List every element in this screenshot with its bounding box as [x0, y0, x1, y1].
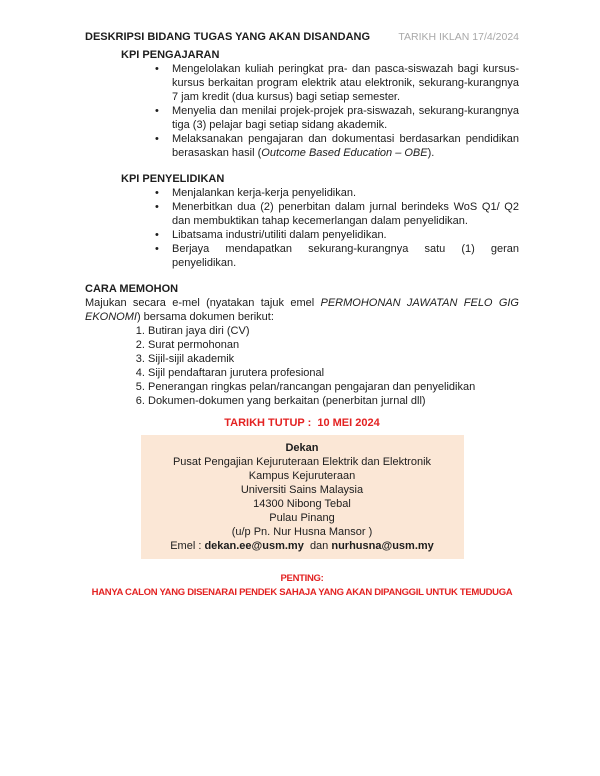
bullet-item	[172, 62, 519, 104]
document-content	[85, 30, 523, 600]
text-segment: Penerangan ringkas pelan/rancangan pengajaran dan penyelidikan	[148, 381, 476, 393]
address-line	[145, 455, 460, 469]
apply-intro-paragraph	[85, 296, 523, 324]
text-segment: Libatsama industri/utiliti dalam penyelidikan.	[172, 229, 387, 241]
text-segment: nurhusna@usm.my	[331, 540, 434, 552]
bullet-item	[172, 132, 519, 160]
document-item	[148, 352, 519, 366]
bullet-item	[172, 242, 519, 270]
address-line	[145, 511, 460, 525]
kpi-penyelidikan-bullet-list	[85, 186, 519, 270]
required-documents-list	[85, 324, 519, 408]
address-line	[145, 525, 460, 539]
document-header	[85, 30, 519, 44]
text-segment: Berjaya mendapatkan sekurang-kurangnya satu (1) geran penyelidikan.	[172, 243, 519, 269]
document-item	[148, 366, 519, 380]
important-notice-label: PENTING:	[280, 573, 324, 584]
section-kpi-pengajaran	[85, 48, 519, 160]
text-segment: Kampus Kejuruteraan	[248, 470, 356, 482]
text-segment: Dekan	[285, 442, 319, 454]
text-segment: Butiran jaya diri (CV)	[148, 325, 250, 337]
address-line	[145, 497, 460, 511]
text-segment: Menerbitkan dua (2) penerbitan dalam jurnal berindeks WoS Q1/ Q2 dan membuktikan tahap kecemerlangan dalam penyelidikan.	[172, 201, 519, 227]
text-segment: Pusat Pengajian Kejuruteraan Elektrik dan Elektronik	[172, 456, 432, 468]
text-segment: Mengelolakan kuliah peringkat pra- dan pasca-siswazah bagi kursus-kursus berkaitan program elektrik atau elektronik, sekurang-kurangnya 7 jam kredit (dua kursus) bagi setiap semester.	[172, 63, 519, 103]
document-item	[148, 380, 519, 394]
text-segment: ) bersama dokumen berikut:	[136, 311, 274, 323]
text-segment: Sijil-sijil akademik	[148, 353, 235, 365]
bullet-item	[172, 186, 519, 200]
text-segment: Menyelia dan menilai projek-projek pra-siswazah, sekurang-kurangnya tiga (3) pelajar bagi setiap sidang akademik.	[172, 105, 519, 131]
text-segment: 14300 Nibong Tebal	[253, 498, 351, 510]
kpi-penyelidikan-heading: KPI PENYELIDIKAN	[121, 173, 225, 185]
important-notice	[45, 572, 559, 600]
page-title: DESKRIPSI BIDANG TUGAS YANG AKAN DISANDANG	[85, 31, 371, 43]
address-box	[141, 435, 464, 559]
text-segment: dekan.ee@usm.my	[204, 540, 304, 552]
text-segment: Majukan secara e-mel (nyatakan tajuk emel	[85, 297, 321, 309]
advert-date-watermark: TARIKH IKLAN 17/4/2024	[398, 31, 519, 43]
closing-date: TARIKH TUTUP : 10 MEI 2024	[224, 417, 380, 429]
cara-memohon-heading: CARA MEMOHON	[85, 283, 179, 295]
address-line	[145, 469, 460, 483]
address-line	[145, 483, 460, 497]
text-segment: Melaksanakan pengajaran dan dokumentasi berdasarkan pendidikan berasaskan hasil (	[172, 133, 519, 159]
bullet-item	[172, 228, 519, 242]
document-item	[148, 394, 519, 408]
text-segment: Emel :	[170, 540, 205, 552]
bullet-item	[172, 104, 519, 132]
text-segment: Pulau Pinang	[269, 512, 335, 524]
kpi-pengajaran-bullet-list	[85, 62, 519, 160]
important-notice-text: HANYA CALON YANG DISENARAI PENDEK SAHAJA YANG AKAN DIPANGGIL UNTUK TEMUDUGA	[91, 587, 513, 598]
text-segment: ).	[427, 147, 435, 159]
document-item	[148, 324, 519, 338]
text-segment: PERMOHONAN JAWATAN FELO GIG EKONOMI	[85, 297, 523, 323]
text-segment: Universiti Sains Malaysia	[240, 484, 364, 496]
text-segment: Dokumen-dokumen yang berkaitan (penerbitan jurnal dll)	[148, 395, 426, 407]
section-kpi-penyelidikan	[85, 172, 519, 270]
kpi-pengajaran-heading: KPI PENGAJARAN	[121, 49, 220, 61]
address-line	[145, 539, 460, 553]
address-line	[145, 441, 460, 455]
bullet-item	[172, 200, 519, 228]
text-segment: (u/p Pn. Nur Husna Mansor )	[231, 526, 373, 538]
text-segment: dan	[303, 540, 332, 552]
text-segment: Surat permohonan	[148, 339, 240, 351]
section-cara-memohon	[85, 282, 523, 408]
text-segment: Outcome Based Education – OBE	[261, 147, 428, 159]
text-segment: Sijil pendaftaran jurutera profesional	[148, 367, 325, 379]
document-item	[148, 338, 519, 352]
text-segment: Menjalankan kerja-kerja penyelidikan.	[172, 187, 357, 199]
